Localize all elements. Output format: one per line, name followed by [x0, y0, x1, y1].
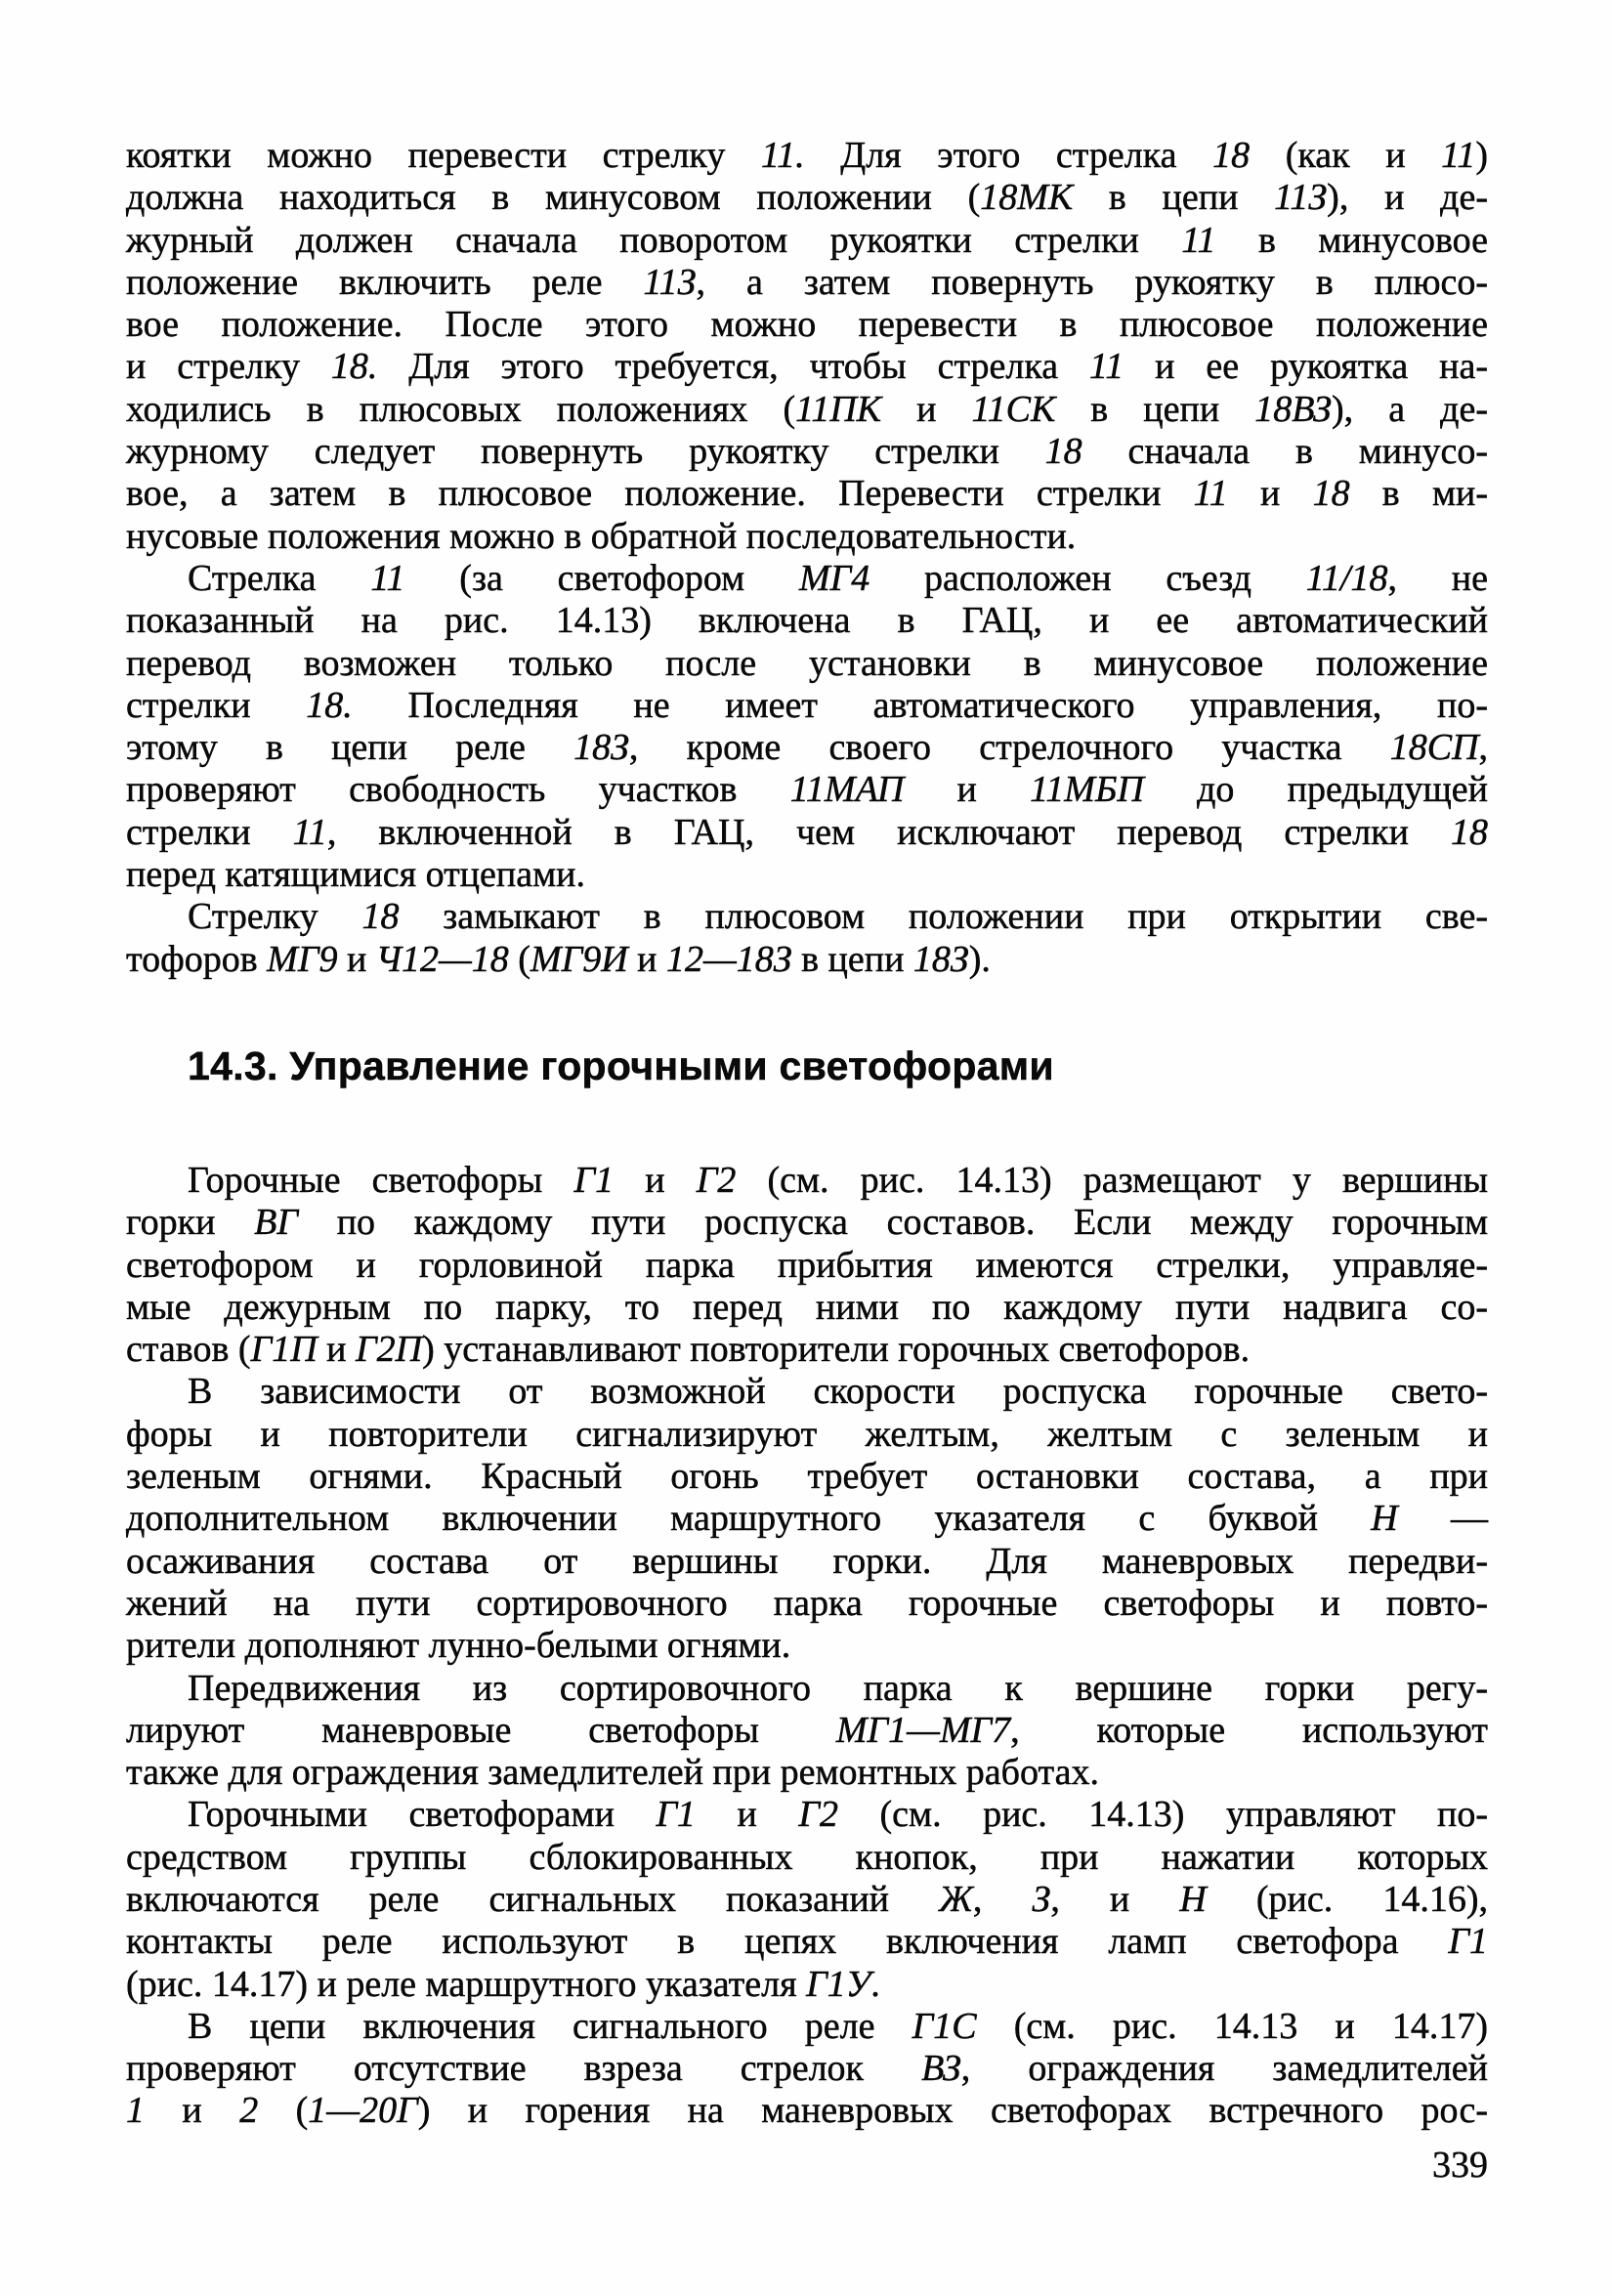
text-run: замыкают в плюсовом положении при открытии све-: [399, 896, 1488, 938]
text-run: также для ограждения замедлителей при ремонтных работах.: [126, 1752, 1099, 1794]
section-heading: 14.3. Управление горочными светофорами: [188, 1042, 1054, 1088]
text-run: средством группы сблокированных кнопок, при нажатии которых: [126, 1836, 1488, 1878]
text-run: , а затем повернуть рукоятку в плюсо-: [696, 261, 1488, 303]
text-line: [126, 473, 1488, 515]
text-line: [126, 389, 1488, 431]
designation-italic: МГ9И: [530, 938, 628, 980]
text-run: Горочные светофоры: [188, 1159, 574, 1201]
text-run: , не: [1387, 557, 1488, 599]
text-run: ).: [968, 938, 991, 980]
text-run: коятки можно перевести стрелку: [126, 135, 761, 176]
page-number: 339: [1432, 2145, 1488, 2186]
text-line: [126, 1371, 1488, 1413]
designation-italic: 11: [1089, 346, 1124, 388]
paragraph: [126, 1160, 1488, 1371]
designation-italic: З: [1032, 1878, 1051, 1920]
text-line: [126, 1879, 1488, 1921]
designation-italic: ВГ: [254, 1202, 298, 1244]
text-run: В зависимости от возможной скорости роспуска горочные свето-: [188, 1371, 1488, 1413]
text-run: Для этого требуется, чтобы стрелка: [377, 346, 1090, 388]
text-line: [126, 1202, 1488, 1244]
text-run: (рис. 14.16),: [1206, 1878, 1489, 1920]
text-line: [126, 727, 1488, 769]
text-line: [126, 1625, 1488, 1667]
text-run: перед катящимися отцепами.: [126, 854, 585, 896]
paragraph: [126, 2006, 1488, 2133]
designation-italic: 11МБП: [1030, 769, 1144, 811]
text-line: [126, 177, 1488, 219]
text-line: [126, 896, 1488, 938]
text-line: [126, 1964, 1488, 2006]
designation-italic: Ч12—18: [375, 938, 509, 980]
text-run: (см. рис. 14.13) управляют по-: [838, 1794, 1489, 1836]
designation-italic: 18.: [306, 684, 353, 726]
text-run: и: [145, 2090, 240, 2132]
text-run: и стрелку: [126, 346, 331, 388]
paragraph-group-top: [126, 135, 1488, 981]
designation-italic: 11: [1441, 135, 1476, 176]
paragraph: [126, 135, 1488, 558]
paragraph: [126, 1794, 1488, 2005]
paragraph: [126, 896, 1488, 981]
designation-italic: ВЗ: [921, 2048, 961, 2090]
text-run: в цепи: [1073, 177, 1275, 219]
text-run: (как и: [1250, 135, 1442, 176]
text-run: , которые используют: [1010, 1709, 1489, 1751]
designation-italic: 11: [370, 557, 405, 599]
text-run: дополнительном включении маршрутного указателя с буквой: [126, 1498, 1372, 1540]
text-run: —: [1397, 1498, 1489, 1540]
text-line: [126, 1710, 1488, 1752]
designation-italic: Г1: [573, 1159, 615, 1201]
designation-italic: Г1П: [250, 1329, 318, 1371]
designation-italic: 1: [126, 2090, 145, 2132]
text-line: [126, 1837, 1488, 1879]
designation-italic: 11: [292, 811, 327, 853]
text-run: Стрелка: [188, 557, 371, 599]
text-run: жений на пути сортировочного парка горочные светофоры и повто-: [126, 1582, 1488, 1624]
text-run: в цепи: [791, 938, 913, 980]
designation-italic: 12—18З: [665, 938, 792, 980]
text-line: [126, 1668, 1488, 1710]
text-run: форы и повторители сигнализируют желтым, желтым с зеленым и: [126, 1413, 1488, 1455]
text-line: [126, 1498, 1488, 1540]
text-run: проверяют свободность участков: [126, 769, 790, 811]
text-run: ), а де-: [1331, 388, 1488, 430]
text-run: и: [337, 938, 376, 980]
paragraph: [126, 558, 1488, 896]
text-line: [126, 1541, 1488, 1583]
designation-italic: 18З: [912, 938, 969, 980]
text-line: [126, 304, 1488, 346]
text-run: Последняя не имеет автоматического управления, по-: [352, 684, 1488, 726]
designation-italic: Г2: [798, 1794, 839, 1836]
text-line: [126, 558, 1488, 600]
text-run: .: [870, 1963, 880, 2005]
text-run: ) устанавливают повторители горочных светофоров.: [422, 1329, 1251, 1371]
designation-italic: 18: [1450, 811, 1488, 853]
designation-italic: 18.: [330, 346, 378, 388]
text-run: Передвижения из сортировочного парка к вершине горки регу-: [188, 1667, 1488, 1709]
text-run: сначала в минусо-: [1082, 431, 1488, 473]
text-line: [126, 769, 1488, 811]
text-run: (рис. 14.17) и реле маршрутного указателя: [126, 1963, 807, 2005]
text-line: [126, 939, 1488, 981]
designation-italic: 11/18: [1305, 557, 1388, 599]
paragraph-group-bottom: [126, 1160, 1488, 2133]
text-run: (: [258, 2090, 309, 2132]
designation-italic: Ж: [939, 1878, 973, 1920]
text-run: проверяют отсутствие взреза стрелок: [126, 2048, 922, 2090]
text-line: [126, 2048, 1488, 2090]
text-run: до предыдущей: [1143, 769, 1489, 811]
text-run: положение включить реле: [126, 261, 644, 303]
text-line: [126, 431, 1488, 473]
text-run: показанный на рис. 14.13) включена в ГАЦ, и ее автоматический: [126, 600, 1488, 642]
text-run: и: [614, 1159, 697, 1201]
designation-italic: 11: [1181, 219, 1216, 261]
text-run: ,: [972, 1878, 1033, 1920]
text-line: [126, 220, 1488, 262]
text-line: [126, 2090, 1488, 2132]
designation-italic: 11: [1193, 473, 1228, 515]
designation-italic: 1—20Г: [308, 2090, 418, 2132]
designation-italic: 18: [1312, 473, 1350, 515]
text-run: ,: [1478, 727, 1489, 769]
text-run: и: [904, 769, 1031, 811]
designation-italic: Г1: [1448, 1921, 1488, 1963]
designation-italic: МГ9: [267, 938, 338, 980]
text-run: контакты реле используют в цепях включения ламп светофора: [126, 1921, 1449, 1963]
text-run: должна находиться в минусовом положении (: [126, 177, 981, 219]
text-line: [126, 1414, 1488, 1456]
text-line: [126, 1921, 1488, 1963]
designation-italic: 11З: [643, 261, 697, 303]
text-run: (см. рис. 14.13) размещают у вершины: [736, 1159, 1488, 1201]
text-run: и: [317, 1329, 356, 1371]
text-line: [126, 1160, 1488, 1202]
text-run: и: [696, 1794, 799, 1836]
text-run: перевод возможен только после установки в минусовое положение: [126, 642, 1488, 684]
text-run: расположен съезд: [870, 557, 1306, 599]
text-line: [126, 1752, 1488, 1794]
text-run: горки: [126, 1202, 255, 1244]
text-run: ставов (: [126, 1329, 251, 1371]
text-run: журный должен сначала поворотом рукоятки стрелки: [126, 219, 1182, 261]
text-line: [126, 1329, 1488, 1371]
designation-italic: Г1С: [912, 2005, 977, 2047]
designation-italic: 11ПК: [795, 388, 881, 430]
designation-italic: Н: [1179, 1878, 1207, 1920]
text-line: [126, 1456, 1488, 1498]
designation-italic: 18ВЗ: [1254, 388, 1332, 430]
text-run: в минусовое: [1215, 219, 1488, 261]
text-run: , включенной в ГАЦ, чем исключают перевод стрелки: [326, 811, 1451, 853]
text-run: стрелки: [126, 684, 307, 726]
designation-italic: 18МК: [980, 177, 1074, 219]
text-run: лируют маневровые светофоры: [126, 1709, 836, 1751]
text-run: ходились в плюсовых положениях (: [126, 388, 796, 430]
designation-italic: МГ1—МГ7: [835, 1709, 1011, 1751]
designation-italic: 2: [239, 2090, 259, 2132]
text-block: [126, 135, 1488, 2133]
text-run: и: [881, 388, 972, 430]
text-line: [126, 1583, 1488, 1625]
paragraph: [126, 1371, 1488, 1667]
text-run: тофоров: [126, 938, 268, 980]
text-run: включаются реле сигнальных показаний: [126, 1878, 940, 1920]
text-run: зеленым огнями. Красный огонь требует остановки состава, а при: [126, 1456, 1488, 1498]
text-line: [126, 1287, 1488, 1329]
text-run: В цепи включения сигнального реле: [188, 2005, 912, 2047]
text-run: ) и горения на маневровых светофорах встречного рос-: [417, 2090, 1489, 2132]
designation-italic: Г1: [656, 1794, 697, 1836]
designation-italic: 11.: [760, 135, 805, 176]
text-line: [126, 1245, 1488, 1287]
designation-italic: 18З: [573, 727, 629, 769]
text-run: осаживания состава от вершины горки. Для маневровых передви-: [126, 1540, 1488, 1582]
text-run: в цепи: [1055, 388, 1255, 430]
text-line: [126, 812, 1488, 854]
text-run: мые дежурным по парку, то перед ними по каждому пути надвига со-: [126, 1286, 1488, 1328]
text-run: , ограждения замедлителей: [960, 2048, 1488, 2090]
text-run: рители дополняют лунно-белыми огнями.: [126, 1625, 791, 1667]
text-run: и: [627, 938, 666, 980]
text-run: по каждому пути роспуска составов. Если между горочным: [297, 1202, 1488, 1244]
text-line: [126, 643, 1488, 685]
text-run: Для этого стрелка: [804, 135, 1213, 176]
text-line: [126, 1794, 1488, 1836]
designation-italic: 11МАП: [789, 769, 905, 811]
text-run: вое, а затем в плюсовое положение. Перевести стрелки: [126, 473, 1194, 515]
text-run: и ее рукоятка на-: [1124, 346, 1488, 388]
text-run: в ми-: [1349, 473, 1489, 515]
designation-italic: Г1У: [806, 1963, 871, 2005]
text-line: [126, 2006, 1488, 2048]
designation-italic: 18: [1212, 135, 1251, 176]
designation-italic: Г2П: [356, 1329, 423, 1371]
text-run: Стрелку: [188, 896, 362, 938]
text-line: [126, 600, 1488, 642]
paragraph: [126, 1668, 1488, 1795]
designation-italic: 11З: [1274, 177, 1328, 219]
text-run: этому в цепи реле: [126, 727, 574, 769]
text-run: светофором и горловиной парка прибытия имеются стрелки, управляе-: [126, 1244, 1488, 1286]
designation-italic: Г2: [696, 1159, 737, 1201]
text-run: ), и де-: [1327, 177, 1488, 219]
text-run: Горочными светофорами: [188, 1794, 657, 1836]
text-run: ): [1475, 135, 1488, 176]
text-run: (: [508, 938, 530, 980]
designation-italic: 18: [361, 896, 400, 938]
text-run: стрелки: [126, 811, 293, 853]
designation-italic: 11СК: [971, 388, 1056, 430]
text-run: (см. рис. 14.13 и 14.17): [976, 2005, 1488, 2047]
designation-italic: 18: [1044, 431, 1082, 473]
designation-italic: 18СП: [1389, 727, 1479, 769]
text-line: [126, 262, 1488, 304]
text-run: журному следует повернуть рукоятку стрелки: [126, 431, 1045, 473]
text-run: вое положение. После этого можно перевести в плюсовое положение: [126, 304, 1488, 346]
text-line: [126, 346, 1488, 388]
text-line: [126, 135, 1488, 177]
text-run: , кроме своего стрелочного участка: [628, 727, 1390, 769]
text-line: [126, 516, 1488, 558]
text-run: (за светофором: [404, 557, 799, 599]
text-line: [126, 685, 1488, 727]
text-line: [126, 854, 1488, 896]
text-run: и: [1227, 473, 1313, 515]
designation-italic: МГ4: [798, 557, 870, 599]
designation-italic: Н: [1371, 1498, 1398, 1540]
text-run: , и: [1050, 1878, 1180, 1920]
text-run: нусовые положения можно в обратной последовательности.: [126, 515, 1077, 557]
